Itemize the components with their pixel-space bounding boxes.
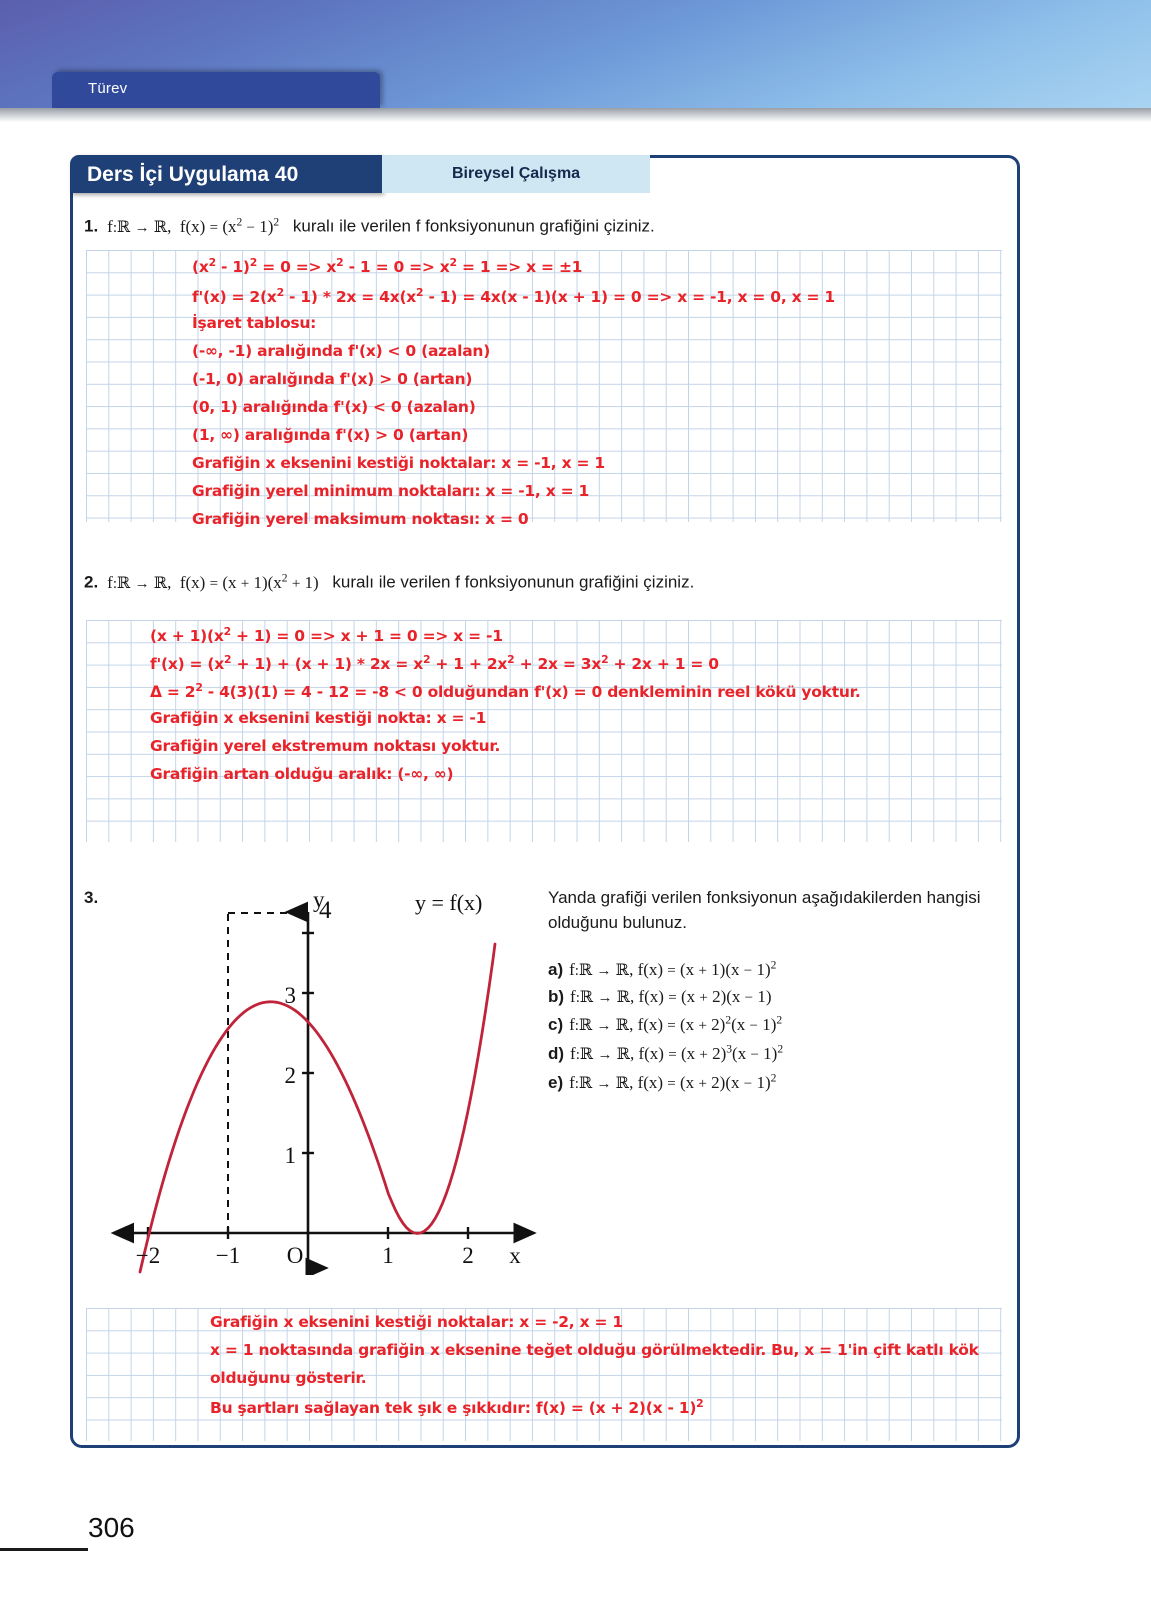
question-1-statement [84, 215, 655, 237]
answer-3-line-0: Grafiğin x eksenini kestiği noktalar: x = -2, x = 1 [210, 1313, 623, 1331]
answer-1-line-0: $(x^2 - 1)^2 = 0 => x^2 - 1 = 0 => x^2 = 1 => x = \pm 1$ [192, 256, 583, 277]
choice-e[interactable] [548, 1071, 1018, 1093]
answer-2-line-3: Grafiğin x eksenini kestiği nokta: x = -1 [150, 709, 487, 727]
choice-b-text: f:ℝ → ℝ, f(x) = (x + 2)(x − 1) [570, 986, 772, 1006]
answer-2-line-2: $\Delta = 2^2 - 4(3)(1) = 4 - 12 = -8 < 0$ olduğundan f'(x) = 0 denkleminin reel kökü yoktur. [150, 681, 861, 702]
question-1-tail: kuralı ile verilen f fonksiyonunun grafiğini çiziniz. [283, 216, 655, 236]
activity-header [70, 155, 650, 193]
origin-label: O [286, 1243, 304, 1268]
choice-c[interactable] [548, 1014, 1018, 1036]
footer-rule [0, 1548, 88, 1551]
y-axis-tick-4: 4 [319, 897, 332, 924]
choice-a-letter: a) [548, 959, 564, 979]
unit-tab-label: Türev [88, 80, 128, 97]
y-axis-label: y [313, 887, 325, 912]
question-3-prompt: Yanda grafiği verilen fonksiyonun aşağıdakilerden hangisi olduğunu bulunuz. [548, 888, 981, 932]
y-axis-tick-2: 2 [284, 1063, 296, 1088]
answer-3-line-3: Bu şartları sağlayan tek şık e şıkkıdır: f(x) = (x + 2)(x - 1)$^2$ [210, 1397, 704, 1418]
question-3-choices [548, 958, 1018, 1100]
activity-title: Ders İçi Uygulama 40 [87, 163, 299, 186]
question-2-statement [84, 571, 694, 593]
y-axis-tick-3: 3 [284, 983, 296, 1008]
activity-title-box [70, 155, 382, 193]
answer-1-line-4: (-1, 0) aralığında f'(x) > 0 (artan) [192, 370, 473, 388]
function-graph [110, 880, 540, 1275]
choice-c-text: f:ℝ → ℝ, $f(x) = (x + 2)^2(x - 1)^2$ [569, 1013, 783, 1035]
x-axis-label: x [509, 1243, 521, 1268]
question-1-text: f:ℝ → ℝ, $f(x) = (x^2 - 1)^2$ [102, 215, 280, 236]
answer-3-line-2: olduğunu gösterir. [210, 1369, 367, 1387]
answer-1-line-2: İşaret tablosu: [192, 314, 317, 332]
answer-1-line-6: (1, ∞) aralığında f'(x) > 0 (artan) [192, 426, 469, 444]
choice-e-text: f:ℝ → ℝ, $f(x) = (x + 2)(x - 1)^2$ [569, 1070, 777, 1092]
x-axis-tick-2: 2 [462, 1243, 474, 1268]
choice-c-letter: c) [548, 1015, 564, 1035]
answer-1-line-8: Grafiğin yerel minimum noktaları: x = -1, x = 1 [192, 482, 590, 500]
x-axis-tick-minus2: −2 [135, 1243, 161, 1268]
choice-e-letter: e) [548, 1072, 564, 1092]
question-2-number: 2. [84, 572, 99, 592]
choice-d[interactable] [548, 1042, 1018, 1064]
answer-2-line-4: Grafiğin yerel ekstremum noktası yoktur. [150, 737, 501, 755]
choice-b[interactable] [548, 987, 1018, 1007]
banner-shadow [0, 108, 1151, 122]
activity-subtitle-box [382, 155, 650, 193]
answer-2-line-1: $f'(x) = (x^2 + 1) + (x + 1) * 2x = x^2 + 1 + 2x^2 + 2x = 3x^2 + 2x + 1 = 0$ [150, 653, 719, 674]
question-1-number: 1. [84, 216, 99, 236]
x-axis-tick-1: 1 [382, 1243, 394, 1268]
function-curve [140, 944, 495, 1272]
y-axis-tick-1: 1 [284, 1143, 296, 1168]
curve-label: y = f(x) [415, 890, 483, 915]
answer-1-line-1: $f'(x) = 2(x^2 - 1) * 2x = 4x(x^2 - 1) = 4x(x - 1)(x + 1) = 0 => x = -1$, x = 0, x = 1 [192, 286, 835, 307]
question-2-text: f:ℝ → ℝ, $f(x) = (x + 1)(x^2 + 1)$ [102, 571, 323, 592]
activity-subtitle: Bireysel Çalışma [452, 165, 581, 182]
choice-a[interactable] [548, 958, 1018, 980]
question-3-number: 3. [84, 888, 99, 907]
answer-1-line-3: (-∞, -1) aralığında f'(x) < 0 (azalan) [192, 342, 491, 360]
unit-tab [52, 72, 380, 108]
choice-d-letter: d) [548, 1043, 565, 1063]
answer-1-line-5: (0, 1) aralığında f'(x) < 0 (azalan) [192, 398, 476, 416]
choice-a-text: f:ℝ → ℝ, $f(x) = (x + 1)(x - 1)^2$ [569, 958, 777, 979]
choice-b-letter: b) [548, 986, 565, 1006]
answer-1-line-9: Grafiğin yerel maksimum noktası: x = 0 [192, 510, 529, 528]
answer-3-line-1: x = 1 noktasında grafiğin x eksenine teğet olduğu görülmektedir. Bu, x = 1'in çift katlı kök [210, 1341, 979, 1359]
x-axis-tick-minus1: −1 [215, 1243, 241, 1268]
choice-d-text: f:ℝ → ℝ, $f(x) = (x + 2)^3(x - 1)^2$ [570, 1042, 784, 1063]
page-number: 306 [88, 1512, 135, 1543]
question-2-tail: kuralı ile verilen f fonksiyonunun grafiğini çiziniz. [322, 572, 695, 592]
answer-1-line-7: Grafiğin x eksenini kestiği noktalar: x = -1, x = 1 [192, 454, 605, 472]
answer-2-line-0: $(x + 1)(x^2 + 1) = 0 => x + 1 = 0 => x = -1$ [150, 625, 503, 646]
answer-2-line-5: Grafiğin artan olduğu aralık: (-∞, ∞) [150, 765, 454, 783]
